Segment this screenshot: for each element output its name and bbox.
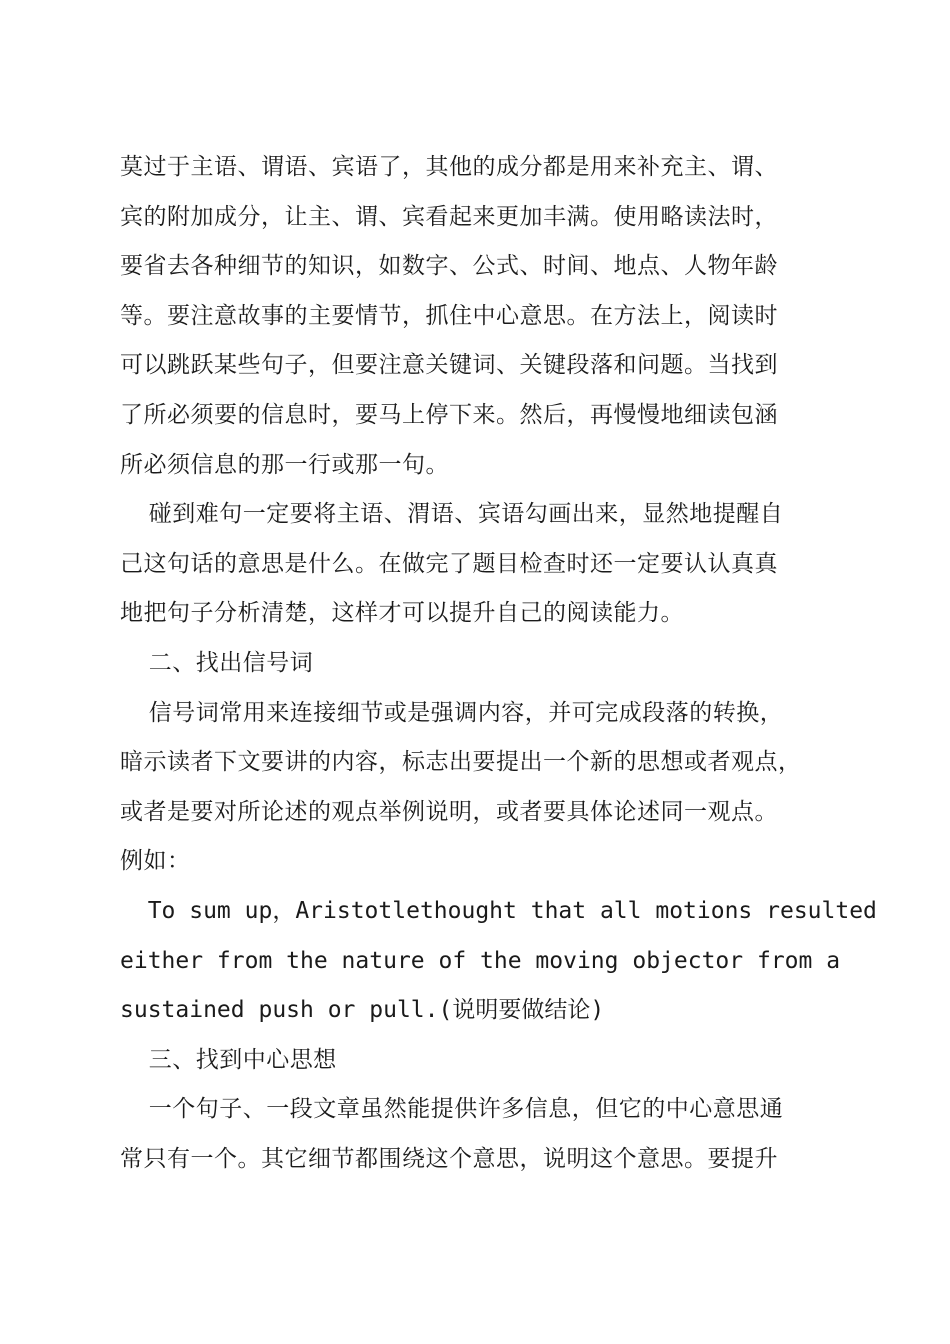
text-line: 或者是要对所论述的观点举例说明，或者要具体论述同一观点。 xyxy=(120,798,778,825)
text-line: 例如： xyxy=(120,848,191,875)
text-line: 了所必须要的信息时，要马上停下来。然后，再慢慢地细读包涵 xyxy=(120,401,778,428)
text-line: 要省去各种细节的知识，如数字、公式、时间、地点、人物年龄 xyxy=(120,253,778,280)
text-line: 所必须信息的那一行或那一句。 xyxy=(120,451,449,478)
section-heading: 二、找出信号词 xyxy=(120,649,314,676)
paragraph-start-line: 一个句子、一段文章虽然能提供许多信息，但它的中心意思通 xyxy=(120,1096,784,1123)
paragraph-start-line: 碰到难句一定要将主语、渭语、宾语勾画出来，显然地提醒自 xyxy=(120,501,784,528)
text-line: 莫过于主语、谓语、宾语了，其他的成分都是用来补充主、谓、 xyxy=(120,154,778,180)
text-line: 常只有一个。其它细节都围绕这个意思，说明这个意思。要提升 xyxy=(120,1145,778,1172)
text-line: 等。要注意故事的主要情节，抓住中心意思。在方法上，阅读时 xyxy=(120,302,778,329)
section-heading: 三、找到中心思想 xyxy=(120,1046,337,1073)
example-line: either from the nature of the moving objector from a xyxy=(120,947,841,974)
text-line: 地把句子分析清楚，这样才可以提升自己的阅读能力。 xyxy=(120,600,684,627)
document-body xyxy=(120,143,877,1184)
text-line: 宾的附加成分，让主、谓、宾看起来更加丰满。使用略读法时， xyxy=(120,203,778,230)
paragraph-start-line: 信号词常用来连接细节或是强调内容，并可完成段落的转换， xyxy=(120,699,784,726)
text-line: 己这句话的意思是什么。在做完了题目检查时还一定要认认真真 xyxy=(120,550,778,577)
example-line: sustained push or pull.(说明要做结论) xyxy=(120,997,605,1024)
text-line: 暗示读者下文要讲的内容，标志出要提出一个新的思想或者观点， xyxy=(120,749,802,776)
example-line: To sum up，Aristotlethought that all motions resulted xyxy=(120,897,877,924)
text-line: 可以跳跃某些句子，但要注意关键词、关键段落和问题。当找到 xyxy=(120,352,778,379)
